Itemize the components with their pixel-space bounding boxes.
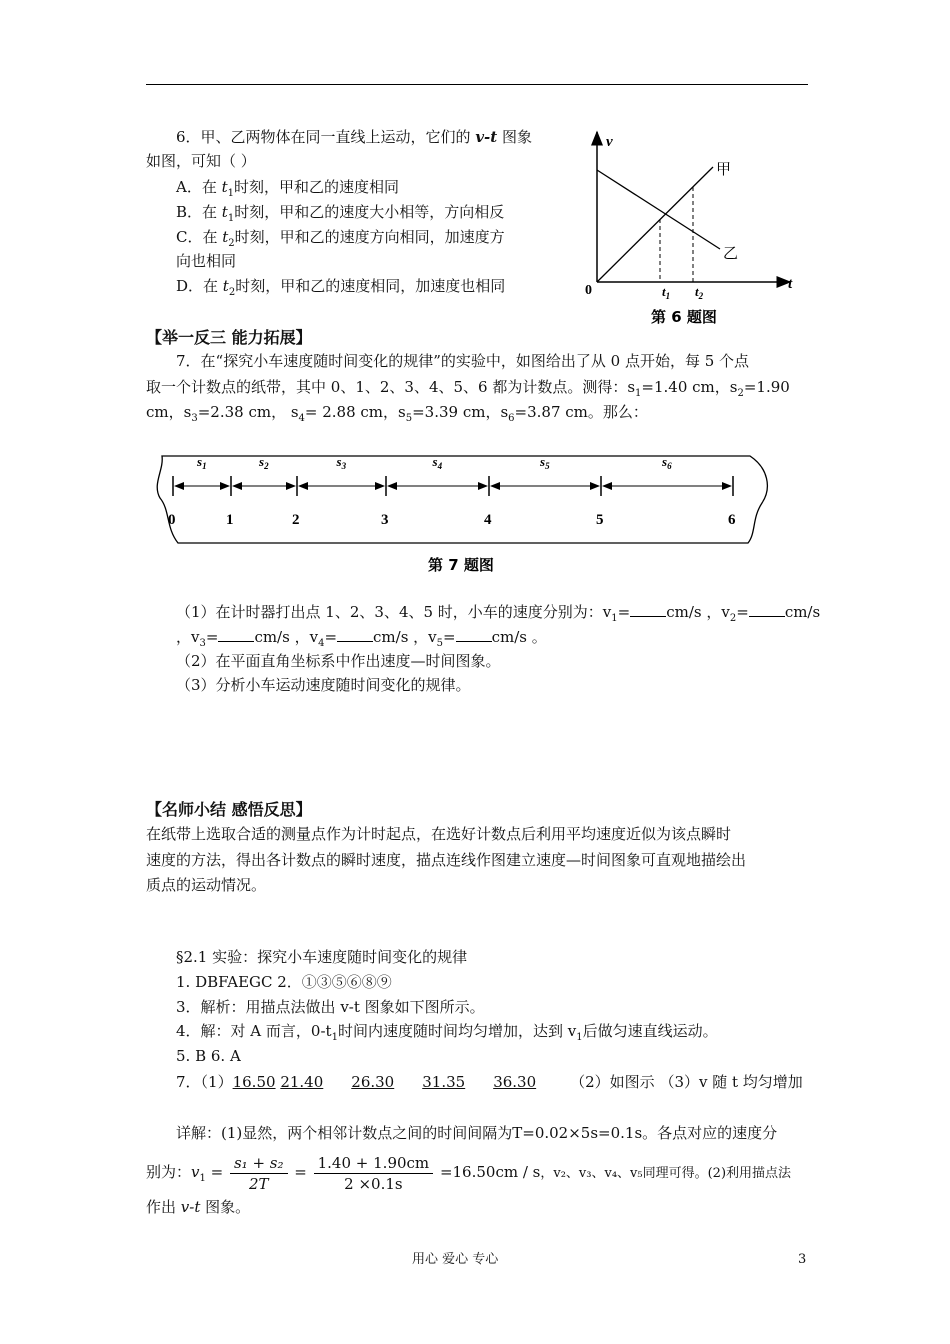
answer-3: 3．解析：用描点法做出 v-t 图象如下图所示。 (176, 998, 485, 1016)
p1-u1: cm/s ，v (666, 603, 730, 621)
a4-mid: 时间内速度随时间均匀增加，达到 v (337, 1022, 577, 1040)
jia-label: 甲 (716, 160, 732, 178)
section-title-extension: 【举一反三 能力拓展】 (146, 328, 312, 347)
q7-s2-val: =1.90 (743, 378, 790, 396)
summary-line1: 在纸带上选取合适的测量点作为计时起点，在选好计数点后利用平均速度近似为该点瞬时 (146, 825, 732, 843)
tape-segment-label-2: $s_3$ (336, 454, 347, 471)
formula-v-sub: 1 (199, 1173, 206, 1184)
q7-line3 (146, 401, 648, 430)
opt-a-pre: A．在 (176, 178, 222, 196)
detail-formula-line: 别为：$v_1$ = $\frac{\text{s₁ + s₂}}{2T}$ = $\frac{1.40 + 1.90cm}{2 \times 0.1s}$ =16.50cm / s，v₂、v₃、v₄、v₅同理可得。(2)利用描点法 (146, 1153, 792, 1193)
d3-vt: v-t (180, 1198, 201, 1216)
a7-pre: 7．（1） (176, 1073, 233, 1091)
opt-d-pre: D．在 (176, 277, 223, 295)
frac1-num: s₁ + s₂ (230, 1153, 288, 1174)
a7-v3: 26.30 (351, 1073, 395, 1091)
d2-post: ，v₂、v₃、v₄、v₅同理可得。(2)利用描点法 (540, 1166, 792, 1181)
p1-u3: cm/s ，v (254, 628, 319, 646)
q7-s3-sub: 3 (191, 413, 198, 424)
q7-l3-c: = 2.88 cm，s (304, 403, 406, 421)
opt-d-sub: 2 (228, 287, 236, 298)
opt-b-sub: 1 (227, 213, 235, 224)
v1-blank[interactable] (630, 602, 666, 617)
p1-v4-sub: 4 (318, 638, 325, 649)
q7-l3-a: cm，s (146, 403, 192, 421)
answer-7 (176, 1071, 803, 1093)
opt-c-pre: C．在 (176, 228, 223, 246)
summary-line3: 质点的运动情况。 (146, 876, 267, 894)
frac1 (230, 1153, 288, 1194)
a7-v4: 31.35 (422, 1073, 466, 1091)
yi-label: 乙 (723, 244, 739, 262)
q7-line1: 7．在“探究小车速度随时间变化的规律”的实验中，如图给出了从 0 点开始，每 5 个点 (176, 352, 750, 370)
opt-a-t: t (221, 178, 228, 196)
tape-point-label-1: 1 (226, 512, 234, 528)
q6-stem-line2: 如图，可知（ ） (146, 152, 256, 170)
tape-segment-label-4: $s_5$ (540, 454, 550, 471)
v5-blank[interactable] (456, 627, 492, 642)
footer-center: 用心 爱心 专心 (412, 1252, 499, 1267)
answer-heading: §2.1 实验：探究小车速度随时间变化的规律 (176, 948, 468, 966)
q7-s1-val: =1.40 cm，s (641, 378, 738, 396)
p1-v3-sub: 3 (199, 638, 206, 649)
p1-e: = (205, 628, 219, 646)
tape-point-label-6: 6 (728, 512, 736, 528)
p1-d: ，v (176, 628, 200, 646)
d2-pre: 别为： (146, 1163, 192, 1181)
tape-segment-label-1: $s_2$ (259, 454, 269, 471)
opt-c-post: 时刻，甲和乙的速度方向相同，加速度方 (234, 228, 505, 246)
a7-post: （2）如图示 （3）v 随 t 均匀增加 (570, 1073, 803, 1091)
q6-vt-label: v-t (475, 128, 498, 146)
p1-f: = (324, 628, 338, 646)
a7-v5: 36.30 (493, 1073, 537, 1091)
opt-b-t: t (221, 203, 228, 221)
d3-post: 图象。 (200, 1198, 251, 1216)
page-number: 3 (798, 1252, 807, 1267)
tape-caption: 第 7 题图 (428, 556, 494, 574)
q7-s4-sub: 4 (298, 413, 305, 424)
v2-blank[interactable] (749, 602, 785, 617)
frac1-den: 2T (248, 1174, 269, 1193)
detail-line3 (146, 1196, 250, 1218)
q6-option-c-cont: 向也相同 (176, 252, 237, 270)
tape-outline (157, 456, 767, 543)
tape-point-label-4: 4 (484, 512, 492, 528)
graph6-caption: 第 6 题图 (651, 308, 717, 326)
q7-line2-text: 取一个计数点的纸带，其中 0、1、2、3、4、5、6 都为计数点。测得：s (146, 378, 636, 396)
tape-point-label-3: 3 (381, 512, 389, 528)
q7-l3-d: =3.39 cm，s (412, 403, 509, 421)
p1-u2: cm/s (784, 603, 821, 621)
opt-a-post: 时刻，甲和乙的速度相同 (234, 178, 400, 196)
p1-b: = (617, 603, 631, 621)
answer-5-6: 5. B 6. A (176, 1047, 241, 1065)
p1-a: （1）在计时器打出点 1、2、3、4、5 时，小车的速度分别为：v (176, 603, 612, 621)
t2-label: $t_2$ (695, 284, 704, 301)
answer-1-2: 1. DBFAEGC 2．①③⑤⑥⑧⑨ (176, 973, 392, 991)
t-axis-label: t (788, 276, 793, 292)
origin-label: 0 (585, 283, 592, 298)
q7-s1-sub: 1 (635, 388, 642, 399)
q7-l3-b: =2.38 cm， s (197, 403, 299, 421)
tape-point-label-0: 0 (168, 512, 176, 528)
a4-t1-sub: 1 (331, 1032, 338, 1043)
a4-post: 后做匀速直线运动。 (582, 1022, 718, 1040)
p1-v5-sub: 5 (436, 638, 444, 649)
tape-segment-label-0: $s_1$ (197, 454, 207, 471)
q7-s6-sub: 6 (508, 413, 515, 424)
q6-stem-part2: 图象 (497, 128, 532, 146)
a4-v1-sub: 1 (576, 1032, 583, 1043)
v3-blank[interactable] (218, 627, 254, 642)
yi-line (597, 170, 720, 249)
opt-d-t: t (222, 277, 229, 295)
p1-u5: cm/s 。 (491, 628, 547, 646)
q7-s5-sub: 5 (405, 413, 413, 424)
opt-a-sub: 1 (227, 188, 235, 199)
header-rule (146, 84, 808, 85)
q6-vt-graph (580, 122, 810, 330)
q7-l3-e: =3.87 cm。那么： (514, 403, 648, 421)
opt-b-pre: B．在 (176, 203, 222, 221)
a4-pre: 4．解：对 A 而言，0-t (176, 1022, 332, 1040)
frac2 (314, 1153, 434, 1194)
tape-point-label-2: 2 (292, 512, 300, 528)
tape-segment-label-3: $s_4$ (432, 454, 443, 471)
summary-line2: 速度的方法，得出各计数点的瞬时速度，描点连线作图建立速度—时间图象可直观地描绘出 (146, 851, 747, 869)
answer-4 (176, 1020, 718, 1049)
q7-paper-tape (140, 448, 780, 583)
tape-point-label-5: 5 (596, 512, 604, 528)
frac2-den: 2 ×0.1s (344, 1174, 403, 1193)
p1-c: = (736, 603, 749, 621)
q6-option-d (176, 275, 505, 304)
v4-blank[interactable] (337, 627, 373, 642)
q7-s2-sub: 2 (737, 388, 744, 399)
p1-u4: cm/s ，v (373, 628, 437, 646)
v-axis-label: v (606, 134, 613, 150)
opt-c-t: t (222, 228, 229, 246)
a7-v1: 16.50 (232, 1073, 276, 1091)
formula-result: =16.50cm / s (439, 1163, 541, 1181)
p1-g: = (443, 628, 456, 646)
a7-v2: 21.40 (280, 1073, 324, 1091)
frac2-num: 1.40 + 1.90cm (314, 1153, 434, 1174)
q7-part2: （2）在平面直角坐标系中作出速度—时间图象。 (176, 652, 501, 670)
q7-part3: （3）分析小车运动速度随时间变化的规律。 (176, 676, 471, 694)
q6-stem-part1: 6．甲、乙两物体在同一直线上运动，它们的 (176, 128, 476, 146)
opt-b-post: 时刻，甲和乙的速度大小相等，方向相反 (234, 203, 505, 221)
jia-line (597, 167, 713, 282)
opt-d-post: 时刻，甲和乙的速度相同，加速度也相同 (235, 277, 506, 295)
q6-stem-line1 (176, 126, 532, 148)
p1-v1-sub: 1 (611, 613, 618, 624)
section-title-summary: 【名师小结 感悟反思】 (146, 800, 312, 819)
tape-segment-label-5: $s_6$ (662, 454, 672, 471)
t1-label: $t_1$ (662, 284, 671, 301)
p1-v2-sub: 2 (729, 613, 737, 624)
formula-v: v (191, 1163, 200, 1181)
opt-c-sub: 2 (228, 238, 235, 249)
detail-line1: 详解：(1)显然，两个相邻计数点之间的时间间隔为T=0.02×5s=0.1s。各点对应的速度分 (176, 1124, 778, 1142)
tape-marks (168, 454, 736, 528)
d3-pre: 作出 (146, 1198, 181, 1216)
